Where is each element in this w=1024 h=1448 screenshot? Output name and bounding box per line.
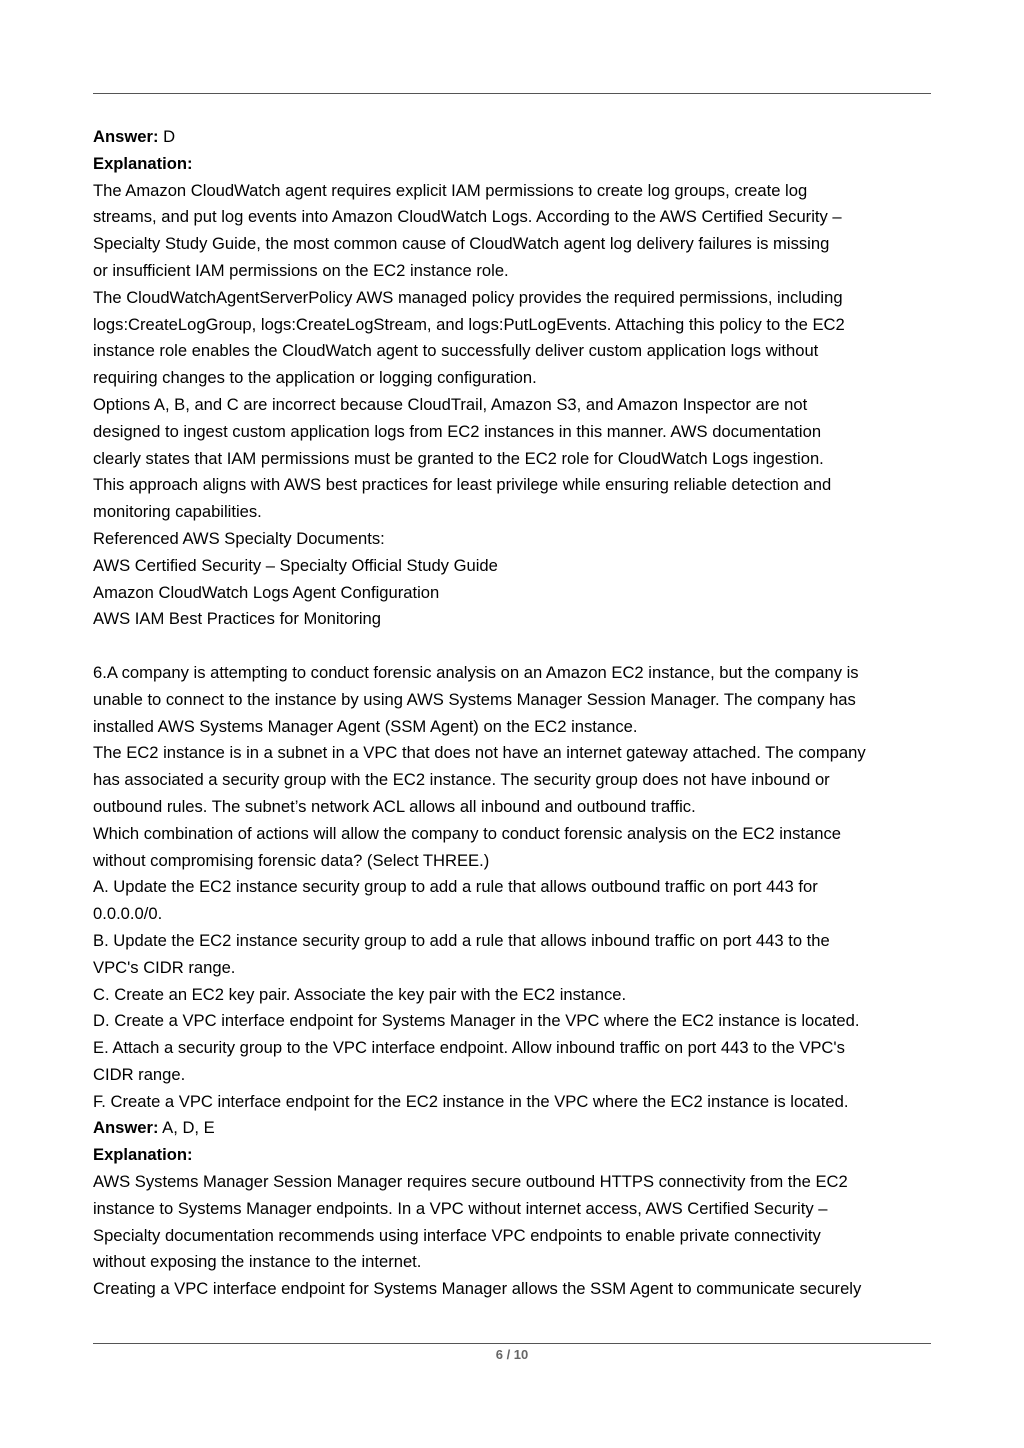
reference-item: AWS Certified Security – Specialty Official Study Guide	[93, 555, 498, 575]
option-e-cont: CIDR range.	[93, 1064, 186, 1084]
references-heading: Referenced AWS Specialty Documents:	[93, 528, 385, 548]
option-e: E. Attach a security group to the VPC interface endpoint. Allow inbound traffic on port 443 to the VPC's	[93, 1038, 845, 1058]
explanation-line: instance role enables the CloudWatch agent to successfully deliver custom application logs without	[93, 341, 819, 361]
option-b-cont: VPC's CIDR range.	[93, 957, 236, 977]
explanation-line: monitoring capabilities.	[93, 502, 262, 522]
question-line: 6.A company is attempting to conduct forensic analysis on an Amazon EC2 instance, but the company is	[93, 662, 859, 682]
question-line: installed AWS Systems Manager Agent (SSM Agent) on the EC2 instance.	[93, 716, 638, 736]
explanation-line: without exposing the instance to the internet.	[93, 1252, 422, 1272]
spacer	[93, 633, 935, 660]
explanation-line: The Amazon CloudWatch agent requires explicit IAM permissions to create log groups, create log	[93, 180, 808, 200]
explanation-line: This approach aligns with AWS best practices for least privilege while ensuring reliable detection and	[93, 475, 832, 495]
explanation-line: or insufficient IAM permissions on the EC2 instance role.	[93, 260, 509, 280]
explanation-line: Specialty Study Guide, the most common cause of CloudWatch agent log delivery failures is missing	[93, 234, 830, 254]
question-line: Which combination of actions will allow the company to conduct forensic analysis on the EC2 instance	[93, 823, 842, 843]
question-line: outbound rules. The subnet’s network ACL allows all inbound and outbound traffic.	[93, 796, 696, 816]
explanation-line: AWS Systems Manager Session Manager requires secure outbound HTTPS connectivity from the EC2	[93, 1172, 848, 1192]
question-line: has associated a security group with the EC2 instance. The security group does not have inbound or	[93, 770, 830, 790]
option-c: C. Create an EC2 key pair. Associate the key pair with the EC2 instance.	[93, 984, 627, 1004]
q5-answer-block	[93, 124, 935, 633]
explanation-label: Explanation:	[93, 1145, 193, 1165]
explanation-line: designed to ingest custom application logs from EC2 instances in this manner. AWS documentation	[93, 421, 822, 441]
question-line: The EC2 instance is in a subnet in a VPC that does not have an internet gateway attached. The company	[93, 743, 866, 763]
answer-value: D	[158, 127, 176, 146]
footer-divider	[93, 1343, 931, 1344]
option-a-cont: 0.0.0.0/0.	[93, 904, 163, 924]
reference-item: AWS IAM Best Practices for Monitoring	[93, 609, 382, 629]
answer-value: A, D, E	[158, 1118, 215, 1138]
answer-label: Answer:	[93, 1118, 159, 1138]
option-b: B. Update the EC2 instance security group to add a rule that allows inbound traffic on port 443 to the	[93, 930, 830, 950]
explanation-line: streams, and put log events into Amazon CloudWatch Logs. According to the AWS Certified Security –	[93, 207, 842, 227]
question-line: without compromising forensic data? (Select THREE.)	[93, 850, 490, 870]
explanation-line: clearly states that IAM permissions must be granted to the EC2 role for CloudWatch Logs ingestion.	[93, 448, 824, 468]
page-content	[93, 124, 935, 1303]
explanation-line: Specialty documentation recommends using interface VPC endpoints to enable private connectivity	[93, 1225, 821, 1245]
page-number: 6 / 10	[495, 1347, 529, 1362]
explanation-line: logs:CreateLogGroup, logs:CreateLogStream, and logs:PutLogEvents. Attaching this policy to the EC2	[93, 314, 845, 334]
option-f: F. Create a VPC interface endpoint for the EC2 instance in the VPC where the EC2 instance is located.	[93, 1091, 849, 1111]
header-divider	[93, 93, 931, 94]
option-a: A. Update the EC2 instance security group to add a rule that allows outbound traffic on port 443 for	[93, 877, 818, 897]
question-line: unable to connect to the instance by using AWS Systems Manager Session Manager. The company has	[93, 689, 856, 709]
explanation-line: instance to Systems Manager endpoints. In a VPC without internet access, AWS Certified Security –	[93, 1198, 828, 1218]
q6-block	[93, 660, 935, 1303]
explanation-label: Explanation:	[93, 153, 193, 173]
option-d: D. Create a VPC interface endpoint for Systems Manager in the VPC where the EC2 instance is located.	[93, 1011, 860, 1031]
explanation-line: Creating a VPC interface endpoint for Systems Manager allows the SSM Agent to communicate securely	[93, 1279, 862, 1299]
q5-answer	[93, 124, 935, 151]
explanation-line: The CloudWatchAgentServerPolicy AWS managed policy provides the required permissions, including	[93, 287, 843, 307]
answer-label: Answer:	[93, 127, 159, 146]
q6-answer	[93, 1115, 935, 1142]
reference-item: Amazon CloudWatch Logs Agent Configuration	[93, 582, 440, 602]
explanation-line: requiring changes to the application or logging configuration.	[93, 368, 537, 388]
explanation-line: Options A, B, and C are incorrect because CloudTrail, Amazon S3, and Amazon Inspector are not	[93, 394, 808, 414]
